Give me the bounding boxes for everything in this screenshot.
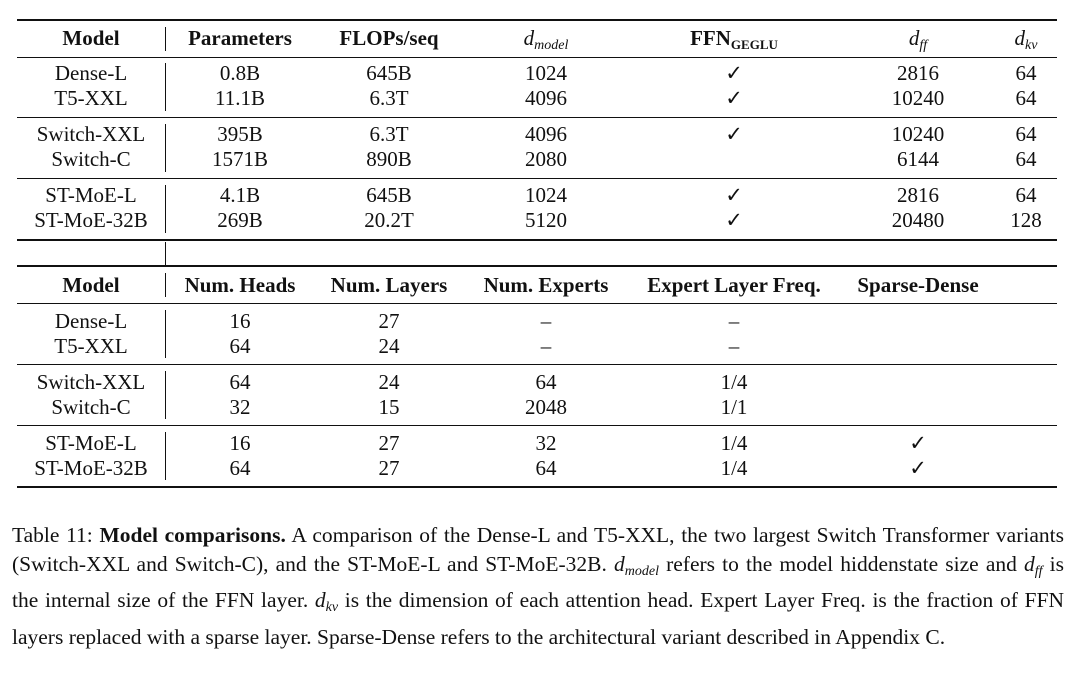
table2-group-rule — [17, 364, 1057, 365]
t2-layers: 15 — [378, 395, 400, 419]
caption-text: is the dimension of each attention head. Expert Layer Freq. is the fraction of FFN layers replaced with a sparse layer. Sparse-Dense refers to the architectural variant described in Appendix C. — [12, 588, 1064, 649]
t1-dff: 10240 — [891, 86, 945, 110]
column-separator — [165, 124, 166, 172]
t1-ffn-check: ✓ — [725, 86, 743, 110]
table1-group-rule — [17, 178, 1057, 179]
caption-dff: d — [1024, 551, 1035, 576]
t2-heads: 64 — [229, 370, 251, 394]
column-separator — [165, 371, 166, 419]
column-separator — [165, 185, 166, 233]
caption-title: Model comparisons. — [99, 523, 286, 547]
t1-dmodel: 4096 — [525, 122, 567, 146]
t2-header-model: Model — [62, 273, 120, 297]
table1-top-rule — [17, 19, 1057, 21]
t2-freq: 1/4 — [720, 370, 748, 394]
caption-dff-sub: ff — [1034, 563, 1043, 579]
t1-header-model: Model — [62, 26, 120, 50]
table2-top-rule — [17, 265, 1057, 267]
t2-heads: 16 — [229, 431, 251, 455]
t2-model: Switch-XXL — [36, 370, 146, 394]
t1-dff: 2816 — [897, 183, 939, 207]
t2-freq: – — [728, 334, 740, 358]
caption-dmodel: d — [614, 551, 625, 576]
t1-parameters: 269B — [217, 208, 263, 232]
t1-model: Dense-L — [54, 61, 128, 85]
t2-header-sparse-dense: Sparse-Dense — [857, 273, 979, 297]
column-separator — [165, 27, 166, 51]
t1-flops: 6.3T — [369, 122, 409, 146]
caption-label: Table 11: — [12, 523, 100, 547]
t2-experts: 64 — [535, 370, 557, 394]
t1-parameters: 0.8B — [219, 61, 261, 85]
t1-dff: 10240 — [891, 122, 945, 146]
t2-freq: 1/1 — [720, 395, 748, 419]
t2-heads: 64 — [229, 456, 251, 480]
t1-dff: 2816 — [897, 61, 939, 85]
t1-flops: 20.2T — [364, 208, 414, 232]
column-separator — [165, 242, 166, 265]
column-separator — [165, 273, 166, 297]
t1-ffn-check: ✓ — [725, 183, 743, 207]
t2-layers: 27 — [378, 309, 400, 333]
t2-sparse-dense: ✓ — [909, 456, 927, 480]
t1-dmodel: 5120 — [525, 208, 567, 232]
t1-ffn-check: ✓ — [725, 122, 743, 146]
table1-bottom-rule — [17, 239, 1057, 241]
t1-dff: 20480 — [891, 208, 945, 232]
table-caption — [12, 521, 1064, 651]
t1-dmodel: 1024 — [525, 61, 567, 85]
t2-header-heads: Num. Heads — [184, 273, 296, 297]
t1-dkv: 128 — [1010, 208, 1042, 232]
t1-header-ffn-geglu: FFNGEGLU — [690, 26, 778, 52]
caption-text: A comparison of the Dense-L and T5-XXL, the two largest Switch Transformer variants (Switch-XXL and Switch-C), and the ST-MoE-L and ST-MoE-32B. — [12, 523, 1064, 576]
t1-header-flops: FLOPs/seq — [339, 26, 439, 50]
t2-freq: 1/4 — [720, 456, 748, 480]
table2-group-rule — [17, 425, 1057, 426]
caption-text: refers to the model hiddenstate size and — [658, 551, 1024, 576]
t1-model: ST-MoE-L — [45, 183, 137, 207]
t1-dmodel: 1024 — [525, 183, 567, 207]
t1-dkv: 64 — [1015, 122, 1037, 146]
t2-header-layers: Num. Layers — [330, 273, 448, 297]
t2-model: Switch-C — [51, 395, 131, 419]
caption-dmodel-sub: model — [624, 563, 659, 579]
t2-heads: 32 — [229, 395, 251, 419]
t2-model: ST-MoE-32B — [34, 456, 148, 480]
t1-dff: 6144 — [897, 147, 939, 171]
t2-layers: 27 — [378, 431, 400, 455]
t2-layers: 24 — [378, 334, 400, 358]
t2-model: ST-MoE-L — [45, 431, 137, 455]
t2-freq: – — [728, 309, 740, 333]
t2-experts: – — [540, 309, 552, 333]
t1-ffn-check: ✓ — [725, 61, 743, 85]
t2-freq: 1/4 — [720, 431, 748, 455]
t1-parameters: 11.1B — [215, 86, 265, 110]
t1-model: Switch-XXL — [36, 122, 146, 146]
t1-flops: 6.3T — [369, 86, 409, 110]
t1-parameters: 1571B — [211, 147, 269, 171]
t1-dmodel: 2080 — [525, 147, 567, 171]
t1-dmodel: 4096 — [525, 86, 567, 110]
t2-layers: 24 — [378, 370, 400, 394]
table2-header-rule — [17, 303, 1057, 304]
column-separator — [165, 310, 166, 358]
table2-bottom-rule — [17, 486, 1057, 488]
caption-dkv: d — [314, 588, 326, 612]
t2-experts: – — [540, 334, 552, 358]
t1-ffn-check: ✓ — [725, 208, 743, 232]
t1-flops: 645B — [366, 183, 412, 207]
t1-dkv: 64 — [1015, 86, 1037, 110]
t1-model: ST-MoE-32B — [34, 208, 148, 232]
t1-header-parameters: Parameters — [188, 26, 292, 50]
t2-model: Dense-L — [54, 309, 128, 333]
t1-dkv: 64 — [1015, 147, 1037, 171]
t2-layers: 27 — [378, 456, 400, 480]
t1-model: Switch-C — [51, 147, 131, 171]
t2-experts: 64 — [535, 456, 557, 480]
caption-text: is the internal size of the FFN layer. — [12, 551, 1064, 612]
t2-header-freq: Expert Layer Freq. — [647, 273, 821, 297]
t1-header-dff: $d_{ff}$ — [908, 26, 928, 53]
t1-flops: 645B — [366, 61, 412, 85]
t1-flops: 890B — [366, 147, 412, 171]
t2-experts: 2048 — [525, 395, 567, 419]
t1-parameters: 4.1B — [219, 183, 261, 207]
t2-heads: 64 — [229, 334, 251, 358]
caption-dkv-sub: kv — [325, 600, 339, 615]
t1-header-dmodel: $d_{model}$ — [523, 26, 569, 53]
t1-header-dkv: $d_{kv}$ — [1014, 26, 1038, 53]
t2-sparse-dense: ✓ — [909, 431, 927, 455]
t2-experts: 32 — [535, 431, 557, 455]
t2-heads: 16 — [229, 309, 251, 333]
t1-model: T5-XXL — [54, 86, 128, 110]
column-separator — [165, 63, 166, 111]
t1-dkv: 64 — [1015, 61, 1037, 85]
column-separator — [165, 432, 166, 480]
t1-parameters: 395B — [217, 122, 263, 146]
table1-group-rule — [17, 117, 1057, 118]
t2-header-experts: Num. Experts — [483, 273, 609, 297]
t2-model: T5-XXL — [54, 334, 128, 358]
t1-dkv: 64 — [1015, 183, 1037, 207]
